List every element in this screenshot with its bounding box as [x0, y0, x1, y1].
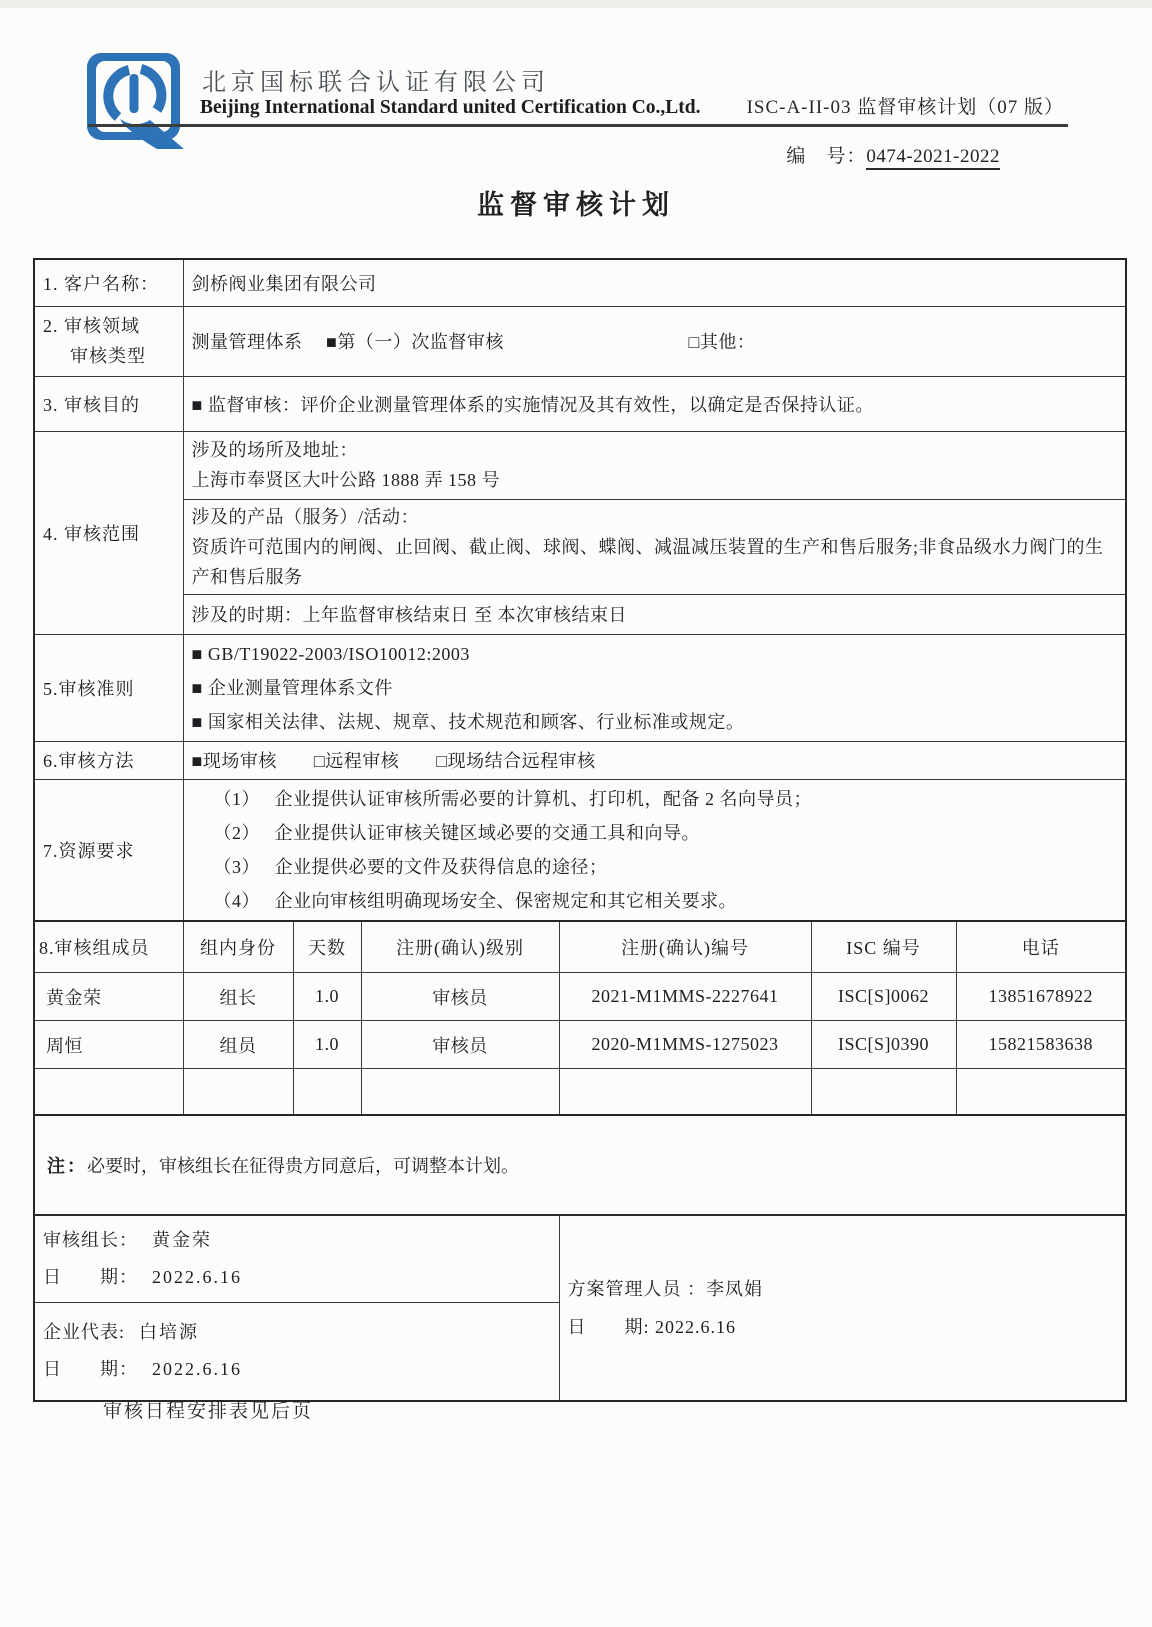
resource-item-4: （4） 企业向审核组明确现场安全、保密规定和其它相关要求。	[213, 890, 737, 911]
team-label: 8.审核组成员	[34, 921, 183, 973]
field-system-and-visit: 测量管理体系 ■第（一）次监督审核	[191, 332, 504, 352]
manager-signature-cell	[559, 1215, 1126, 1401]
row-client	[34, 259, 1126, 306]
client-label: 1. 客户名称：	[34, 259, 183, 306]
rep-date: 2022.6.16	[152, 1359, 242, 1380]
member-role: 组长	[183, 973, 293, 1021]
field-label-line1: 2. 审核领域	[43, 316, 140, 336]
resources-label: 7.资源要求	[34, 779, 183, 921]
team-header-row	[34, 921, 1126, 973]
criteria-label: 5.审核准则	[34, 634, 183, 741]
manager-name: 李凤娟	[706, 1278, 763, 1299]
scope-product-cell	[183, 499, 1126, 594]
note-text: 必要时，审核组长在征得贵方同意后，可调整本计划。	[87, 1155, 519, 1176]
serial-value: 0474-2021-2022	[866, 146, 1000, 170]
method-value: ■现场审核 □远程审核 □现场结合远程审核	[183, 741, 1126, 779]
member-days: 1.0	[293, 1021, 361, 1069]
team-row-2	[34, 1021, 1126, 1069]
team-header-phone: 电话	[956, 921, 1126, 973]
row-field-type	[34, 306, 1126, 376]
field-type-value	[183, 306, 1126, 376]
leader-date-label: 日 期：	[43, 1266, 138, 1287]
rep-name: 白培源	[139, 1322, 200, 1343]
member-iscno: ISC[S]0390	[811, 1021, 956, 1069]
row-method	[34, 741, 1126, 779]
company-name-cn: 北京国标联合认证有限公司	[202, 70, 550, 96]
row-criteria	[34, 634, 1126, 741]
serial-label: 编 号：	[786, 146, 867, 167]
representative-signature-cell	[34, 1303, 559, 1401]
leader-label: 审核组长：	[43, 1229, 138, 1250]
resources-cell	[183, 779, 1126, 921]
document-code: ISC-A-II-03 监督审核计划（07 版）	[746, 97, 1064, 118]
field-label-line2: 审核类型	[70, 346, 146, 366]
page-title: 监督审核计划	[477, 190, 675, 220]
member-name: 黄金荣	[34, 973, 183, 1021]
member-iscno	[811, 1069, 956, 1115]
leader-date: 2022.6.16	[152, 1266, 242, 1287]
member-regno	[559, 1069, 811, 1115]
member-role	[183, 1069, 293, 1115]
schedule-reference-note: 审核日程安排表见后页	[103, 1401, 314, 1422]
member-name: 周恒	[34, 1021, 183, 1069]
member-phone	[956, 1069, 1126, 1115]
member-regno: 2020-M1MMS-1275023	[559, 1021, 811, 1069]
purpose-value: ■ 监督审核：评价企业测量管理体系的实施情况及其有效性，以确定是否保持认证。	[183, 376, 1126, 431]
criteria-item-2: ■ 企业测量管理体系文件	[191, 677, 393, 698]
team-header-iscno: ISC 编号	[811, 921, 956, 973]
member-level	[361, 1069, 559, 1115]
resource-item-2: （2） 企业提供认证审核关键区域必要的交通工具和向导。	[213, 822, 700, 843]
row-scope-product	[34, 499, 1126, 594]
note-prefix: 注：	[47, 1155, 87, 1176]
scope-site-title: 涉及的场所及地址：	[191, 440, 358, 460]
member-iscno: ISC[S]0062	[811, 973, 956, 1021]
row-scope-period	[34, 594, 1126, 634]
criteria-cell	[183, 634, 1126, 741]
scope-label: 4. 审核范围	[34, 431, 183, 634]
rep-label: 企业代表:	[43, 1322, 126, 1343]
member-name	[34, 1069, 183, 1115]
field-other-checkbox: □其他：	[688, 332, 756, 352]
leader-name: 黄金荣	[152, 1229, 212, 1250]
purpose-label: 3. 审核目的	[34, 376, 183, 431]
scope-product-value: 资质许可范围内的闸阀、止回阀、截止阀、球阀、蝶阀、减温减压装置的生产和售后服务;非食品级水力阀门的生产和售后服务	[191, 536, 1104, 587]
member-role: 组员	[183, 1021, 293, 1069]
scan-edge	[0, 0, 1152, 8]
note-cell	[34, 1115, 1126, 1215]
method-label: 6.审核方法	[34, 741, 183, 779]
member-days	[293, 1069, 361, 1115]
note-row	[34, 1115, 1126, 1215]
member-level: 审核员	[361, 973, 559, 1021]
team-header-regno: 注册(确认)编号	[559, 921, 811, 973]
scope-period: 涉及的时期：上年监督审核结束日 至 本次审核结束日	[183, 594, 1126, 634]
leader-signature-cell	[34, 1215, 559, 1303]
criteria-item-3: ■ 国家相关法律、法规、规章、技术规范和顾客、行业标准或规定。	[191, 711, 745, 732]
row-scope-site	[34, 431, 1126, 499]
company-logo-icon	[84, 50, 190, 152]
audit-plan-table	[33, 258, 1127, 1402]
team-header-role: 组内身份	[183, 921, 293, 973]
manager-label: 方案管理人员 ：	[567, 1278, 706, 1299]
rep-date-label: 日 期：	[43, 1359, 138, 1380]
member-phone: 15821583638	[956, 1021, 1126, 1069]
serial-number	[786, 141, 1000, 168]
scope-site-cell	[183, 431, 1126, 499]
row-purpose	[34, 376, 1126, 431]
scope-site-value: 上海市奉贤区大叶公路 1888 弄 158 号	[191, 470, 500, 490]
resource-item-3: （3） 企业提供必要的文件及获得信息的途径；	[213, 856, 608, 877]
member-phone: 13851678922	[956, 973, 1126, 1021]
field-type-label	[34, 306, 183, 376]
manager-date-label: 日 期:	[567, 1316, 650, 1337]
company-name-en: Beijing International Standard united Certification Co.,Ltd.	[200, 97, 701, 118]
header-divider	[88, 124, 1068, 127]
criteria-item-1: ■ GB/T19022-2003/ISO10012:2003	[191, 643, 470, 664]
team-row-empty	[34, 1069, 1126, 1115]
team-header-level: 注册(确认)级别	[361, 921, 559, 973]
resource-item-1: （1） 企业提供认证审核所需必要的计算机、打印机，配备 2 名向导员；	[213, 788, 812, 809]
member-days: 1.0	[293, 973, 361, 1021]
signature-row-leader	[34, 1215, 1126, 1303]
team-row-1	[34, 973, 1126, 1021]
member-regno: 2021-M1MMS-2227641	[559, 973, 811, 1021]
scope-product-title: 涉及的产品（服务）/活动：	[191, 506, 419, 527]
row-resources	[34, 779, 1126, 921]
client-value: 剑桥阀业集团有限公司	[183, 259, 1126, 306]
manager-date: 2022.6.16	[655, 1316, 737, 1337]
member-level: 审核员	[361, 1021, 559, 1069]
team-header-days: 天数	[293, 921, 361, 973]
